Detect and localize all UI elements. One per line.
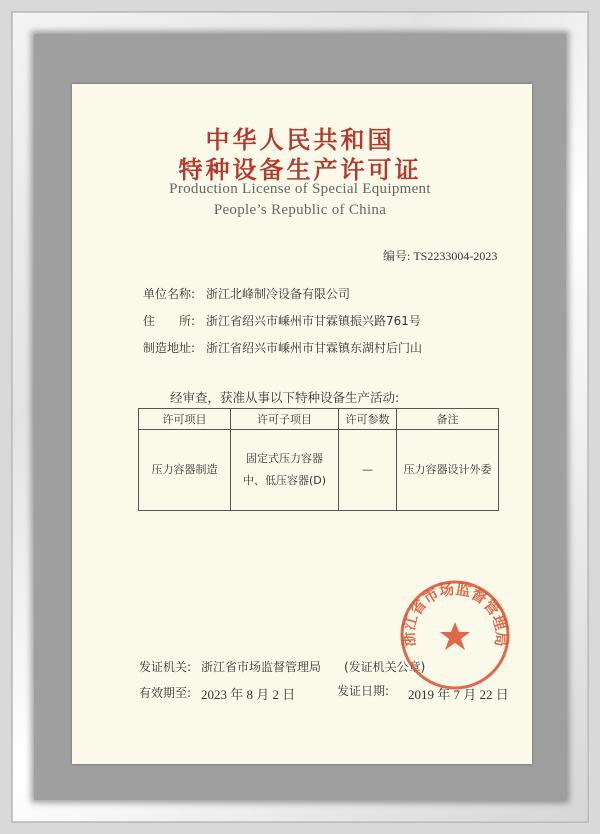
issue-date-label: 发证日期: xyxy=(337,684,390,698)
issuer-label: 发证机关: xyxy=(139,660,192,674)
subitem-line1: 固定式压力容器 xyxy=(246,452,323,465)
company-name-label: 单位名称: xyxy=(143,287,196,301)
validity-value: 2023 年 8 月 2 日 xyxy=(201,687,296,702)
validity-label: 有效期至: xyxy=(139,686,192,700)
cell-permit-subitem xyxy=(231,430,339,511)
table-row xyxy=(139,430,499,511)
permit-intro: 经审查，获准从事以下特种设备生产活动: xyxy=(170,390,400,405)
certificate-number: 编号: TS2233004-2023 xyxy=(383,249,498,263)
official-seal-stamp xyxy=(398,578,512,692)
header-permit-param: 许可参数 xyxy=(339,409,397,430)
issuer-seal-note: (发证机关公章) xyxy=(344,660,426,674)
title-cn-line1: 中华人民共和国 xyxy=(205,126,395,154)
company-name-value: 浙江北峰制冷设备有限公司 xyxy=(206,287,351,301)
header-remark: 备注 xyxy=(397,409,499,430)
header-permit-item: 许可项目 xyxy=(139,409,231,430)
cell-remark: 压力容器设计外委 xyxy=(397,430,499,511)
svg-text:浙江省市场监督管理局: 浙江省市场监督管理局 xyxy=(399,579,511,648)
manufacturing-site-label: 制造地址: xyxy=(143,341,196,355)
cell-permit-param: — xyxy=(339,430,397,511)
title-en-line2: People’s Republic of China xyxy=(213,202,387,218)
permit-table-header xyxy=(139,409,499,430)
address-value: 浙江省绍兴市嵊州市甘霖镇振兴路761号 xyxy=(206,314,421,328)
address-label: 住 所: xyxy=(143,314,196,328)
manufacturing-site-value: 浙江省绍兴市嵊州市甘霖镇东湖村后门山 xyxy=(206,341,423,355)
title-cn-line2: 特种设备生产许可证 xyxy=(178,156,422,184)
title-en-line1: Production License of Special Equipment xyxy=(169,181,431,197)
issuer-value: 浙江省市场监督管理局 xyxy=(201,660,322,674)
header-permit-subitem: 许可子项目 xyxy=(231,409,339,430)
issue-date-value: 2019 年 7 月 22 日 xyxy=(408,687,509,702)
subitem-line2: 中、低压容器(D) xyxy=(242,474,327,487)
permit-table xyxy=(138,408,499,511)
cell-permit-item: 压力容器制造 xyxy=(139,430,231,511)
